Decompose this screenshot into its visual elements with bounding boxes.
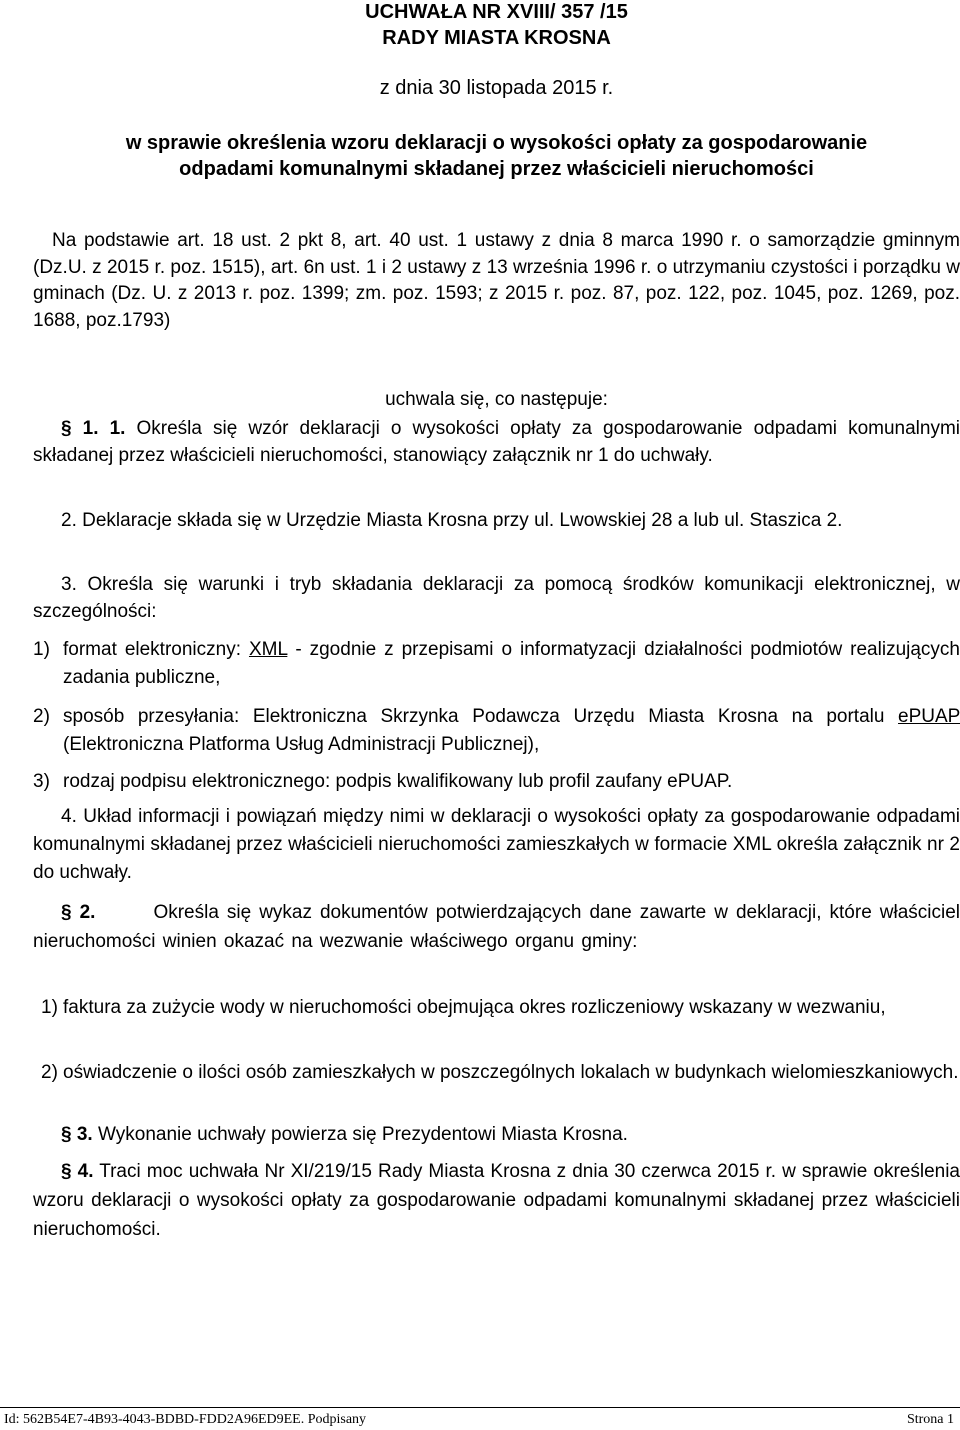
paragraph-marker: § 1. — [61, 418, 99, 439]
list-item-text: format elektroniczny: — [63, 639, 249, 660]
list-item-text: - zgodnie z przepisami o informatyzacji działalności podmiotów realizujących zadania publiczne, — [63, 639, 960, 688]
document-id: Id: 562B54E7-4B93-4043-BDBD-FDD2A96ED9EE. Podpisany — [4, 1412, 367, 1427]
document-page — [33, 0, 960, 1400]
list-item-number: 2) — [41, 1062, 58, 1083]
list-item-text: (Elektroniczna Platforma Usług Administracji Publicznej), — [63, 734, 540, 755]
point-text: Określa się wzór deklaracji o wysokości opłaty za gospodarowanie odpadami komunalnymi składanej przez właścicieli nieruchomości, stanowiący załącznik nr 1 do uchwały. — [33, 418, 960, 466]
list-item-text: sposób przesyłania: Elektroniczna Skrzynka Podawcza Urzędu Miasta Krosna na portalu — [63, 706, 899, 727]
point-text: Deklaracje składa się w Urzędzie Miasta Krosna przy ul. Lwowskiej 28 a lub ul. Staszica 2. — [82, 510, 843, 531]
list-item-text: rodzaj podpisu elektronicznego: podpis kwalifikowany lub profil zaufany ePUAP. — [63, 771, 733, 792]
point-number: 2. — [61, 510, 77, 531]
subject-line-2: odpadami komunalnymi składanej przez właścicieli nieruchomości — [179, 158, 814, 180]
list-item-underlined: ePUAP — [898, 706, 960, 727]
list-item-number: 1) — [41, 997, 58, 1018]
paragraph-2 — [33, 898, 960, 956]
preamble-text: Na podstawie art. 18 ust. 2 pkt 8, art. 40 ust. 1 ustawy z dnia 8 marca 1990 r. o samorządzie gminnym (Dz.U. z 2015 r. poz. 1515), art. 6n ust. 1 i 2 ustawy z 13 września 1996 r. o utrzymaniu czystości i porządku w gminach (Dz. U. z 2013 r. poz. 1399; zm. poz. 1593; z 2015 r. poz. 87, poz. 122, poz. 1045, poz. 1269, poz. 1688, poz.1793) — [33, 230, 960, 331]
paragraph-text: Traci moc uchwała Nr XI/219/15 Rady Miasta Krosna z dnia 30 czerwca 2015 r. w sprawie określenia wzoru deklaracji o wysokości opłaty za gospodarowanie odpadami komunalnymi składanej przez właścicieli nieruchomości. — [33, 1161, 960, 1240]
council-name: RADY MIASTA KROSNA — [382, 27, 611, 49]
paragraph-3 — [33, 1122, 960, 1148]
page-number: Strona 1 — [906, 1412, 954, 1427]
list-item — [33, 636, 960, 692]
point-text: Określa się warunki i tryb składania deklaracji za pomocą środków komunikacji elektronicznej, w szczególności: — [33, 574, 960, 622]
list-item-number: 2) — [33, 706, 50, 727]
point-text: Układ informacji i powiązań między nimi w deklaracji o wysokości opłaty za gospodarowanie odpadami komunalnymi składanej przez właścicieli nieruchomości zamieszkałych w formacie XML określa załącznik nr 2 do uchwały. — [33, 806, 960, 883]
subject-line-1: w sprawie określenia wzoru deklaracji o wysokości opłaty za gospodarowanie — [125, 132, 868, 154]
paragraph-1 — [33, 415, 960, 469]
resolves-line: uchwala się, co następuje: — [385, 389, 608, 410]
list-item — [33, 993, 960, 1022]
resolution-date: z dnia 30 listopada 2015 r. — [379, 77, 614, 99]
paragraph-marker: § 3. — [61, 1124, 93, 1145]
list-item — [33, 703, 960, 759]
list-item-number: 3) — [33, 771, 50, 792]
point-2 — [33, 507, 960, 534]
point-number: 1. — [109, 418, 126, 439]
list-item — [33, 768, 960, 796]
paragraph-4 — [33, 1157, 960, 1244]
list-item-underlined: XML — [248, 639, 288, 660]
point-4 — [33, 803, 960, 887]
paragraph-marker: § 2. — [61, 902, 96, 923]
list-item-text: oświadczenie o ilości osób zamieszkałych w poszczególnych lokalach w budynkach wielomieszkaniowych. — [63, 1062, 959, 1083]
paragraph-text: Wykonanie uchwały powierza się Prezydentowi Miasta Krosna. — [97, 1124, 628, 1145]
list-item-text: faktura za zużycie wody w nieruchomości obejmująca okres rozliczeniowy wskazany w wezwaniu, — [63, 997, 886, 1018]
resolution-title: UCHWAŁA NR XVIII/ 357 /15 — [365, 1, 628, 23]
paragraph-marker: § 4. — [61, 1161, 94, 1182]
list-item-number: 1) — [33, 639, 50, 660]
point-number: 4. — [61, 806, 77, 827]
point-3 — [33, 571, 960, 625]
resolution-subject — [33, 130, 960, 182]
paragraph-text: Określa się wykaz dokumentów potwierdzających dane zawarte w deklaracji, które właściciel nieruchomości winien okazać na wezwanie właściwego organu gminy: — [33, 902, 960, 952]
page-footer — [0, 1407, 960, 1429]
point-number: 3. — [61, 574, 77, 595]
list-item — [33, 1058, 960, 1087]
